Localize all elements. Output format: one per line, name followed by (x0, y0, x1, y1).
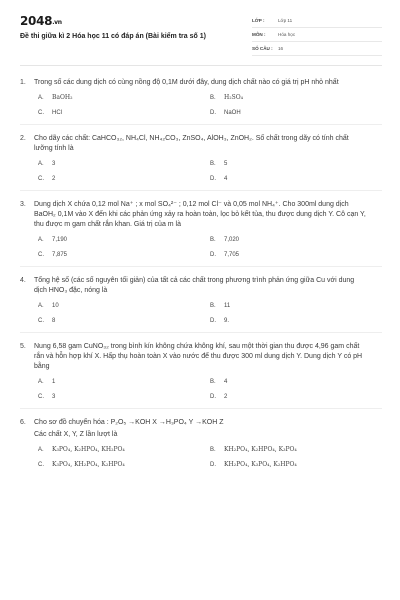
answer-options (20, 94, 382, 117)
question-text: Cho sơ đồ chuyển hóa : P₂O₅ →KOH X →H₃PO₄ Y →KOH Z (34, 419, 224, 426)
option-letter: A. (38, 447, 44, 453)
option-letter: A. (38, 95, 44, 101)
meta-key: SỐ CÂU : (252, 46, 273, 51)
option-letter: D. (210, 252, 216, 258)
option-b[interactable] (210, 302, 382, 310)
option-c[interactable] (38, 317, 210, 325)
logo-text: 2048 (20, 14, 53, 28)
meta-subject-row (252, 28, 382, 42)
exam-header (20, 0, 382, 66)
option-d[interactable] (210, 461, 382, 469)
option-a[interactable] (38, 302, 210, 310)
option-text: 11 (224, 303, 231, 309)
option-letter: D. (210, 394, 216, 400)
option-a[interactable] (38, 160, 210, 168)
option-text: 8 (52, 318, 56, 324)
option-letter: C. (38, 394, 44, 400)
option-text: BaOH₂ (52, 94, 73, 101)
option-text: KH₂PO₄, K₂HPO₄, K₃PO₄ (224, 446, 297, 453)
option-letter: D. (210, 462, 216, 468)
answer-options (20, 236, 382, 259)
option-d[interactable] (210, 317, 382, 325)
question-6 (20, 418, 382, 476)
option-letter: C. (38, 318, 44, 324)
option-text: 7,875 (52, 252, 68, 258)
option-letter: D. (210, 110, 216, 116)
question-4 (20, 276, 382, 333)
option-letter: B. (210, 447, 216, 453)
option-text: 3 (52, 161, 56, 167)
option-letter: D. (210, 176, 216, 182)
meta-value: Lớp 11 (278, 18, 293, 23)
meta-count-row (252, 42, 382, 56)
option-letter: A. (38, 303, 44, 309)
option-text: 5 (224, 161, 228, 167)
option-letter: C. (38, 462, 44, 468)
meta-value: 16 (278, 46, 284, 51)
option-c[interactable] (38, 109, 210, 117)
option-text: 2 (224, 394, 228, 400)
option-text: 7,020 (224, 237, 240, 243)
option-b[interactable] (210, 94, 382, 102)
option-b[interactable] (210, 160, 382, 168)
option-text: 1 (52, 379, 56, 385)
answer-options (20, 160, 382, 183)
option-text: 4 (224, 176, 228, 182)
option-letter: B. (210, 95, 216, 101)
option-letter: D. (210, 318, 216, 324)
question-number: 3. (20, 201, 26, 208)
option-c[interactable] (38, 461, 210, 469)
option-text: 7,190 (52, 237, 68, 243)
option-letter: C. (38, 252, 44, 258)
option-text: 3 (52, 394, 56, 400)
question-number: 4. (20, 277, 26, 284)
question-text: Cho dãy các chất: CaHCO₃₂, NH₄Cl, NH₄₂CO₃, ZnSO₄, AlOH₃, ZnOH₂. Số chất trong dãy có tính chất lưỡng tính là (34, 135, 349, 152)
option-c[interactable] (38, 251, 210, 259)
option-text: K₃PO₄, KH₂PO₄, K₂HPO₄ (52, 461, 125, 468)
option-letter: A. (38, 161, 44, 167)
exam-meta (252, 14, 382, 56)
answer-options (20, 446, 382, 469)
option-text: 4 (224, 379, 228, 385)
exam-title: Đề thi giữa kì 2 Hóa học 11 có đáp án (Bài kiểm tra số 1) (20, 33, 206, 40)
option-letter: C. (38, 176, 44, 182)
question-number: 6. (20, 419, 26, 426)
question-5 (20, 342, 382, 409)
option-letter: A. (38, 379, 44, 385)
question-number: 5. (20, 343, 26, 350)
meta-class-row (252, 14, 382, 28)
option-text: KH₂PO₄, K₃PO₄, K₂HPO₄ (224, 461, 297, 468)
option-a[interactable] (38, 94, 210, 102)
option-text: K₃PO₄, K₂HPO₄, KH₂PO₄ (52, 446, 125, 453)
option-c[interactable] (38, 175, 210, 183)
option-text: 10 (52, 303, 59, 309)
meta-key: LỚP : (252, 18, 265, 23)
option-d[interactable] (210, 109, 382, 117)
option-text: 2 (52, 176, 56, 182)
option-letter: B. (210, 161, 216, 167)
question-2 (20, 134, 382, 191)
option-a[interactable] (38, 446, 210, 454)
option-letter: B. (210, 237, 216, 243)
option-letter: C. (38, 110, 44, 116)
option-letter: B. (210, 303, 216, 309)
option-letter: B. (210, 379, 216, 385)
option-c[interactable] (38, 393, 210, 401)
question-number: 2. (20, 135, 26, 142)
question-text: Trong số các dung dịch có cùng nồng độ 0,1M dưới đây, dung dịch chất nào có giá trị pH nhỏ nhất (34, 79, 339, 86)
option-text: NaOH (224, 110, 241, 116)
option-d[interactable] (210, 175, 382, 183)
question-text: Dung dịch X chứa 0,12 mol Na⁺ ; x mol SO₄²⁻ ; 0,12 mol Cl⁻ và 0,05 mol NH₄⁺. Cho 300ml dung dịch BaOH₂ 0,1M vào X đến khi các phản ứng xảy ra hoàn toàn, lọc bỏ kết tủa, thu được dung dịch Y. Cô cạn Y, thu được m gam chất rắn khan. Giá trị của m là (34, 201, 366, 228)
option-text: 9. (224, 318, 230, 324)
meta-value: Hóa học (278, 32, 296, 37)
option-b[interactable] (210, 236, 382, 244)
answer-options (20, 302, 382, 325)
option-letter: A. (38, 237, 44, 243)
option-b[interactable] (210, 378, 382, 386)
question-1 (20, 78, 382, 125)
question-subtext: Các chất X, Y, Z lần lượt là (34, 431, 118, 438)
question-text: Tổng hệ số (các số nguyên tối giản) của tất cả các chất trong phương trình phản ứng giữa Cu với dung dịch HNO₃ đặc, nóng là (34, 277, 355, 294)
logo-suffix: .vn (52, 19, 62, 26)
question-list (20, 66, 382, 476)
option-b[interactable] (210, 446, 382, 454)
option-text: 7,705 (224, 252, 240, 258)
option-a[interactable] (38, 236, 210, 244)
option-d[interactable] (210, 393, 382, 401)
option-a[interactable] (38, 378, 210, 386)
question-3 (20, 200, 382, 267)
question-text: Nung 6,58 gam CuNO₃₂ trong bình kín không chứa không khí, sau một thời gian thu được 4,96 gam chất rắn và hỗn hợp khí X. Hấp thụ hoàn toàn X vào nước để thu được 300 ml dung dịch Y. Dung dịch Y có pH bằng (34, 343, 363, 370)
question-number: 1. (20, 79, 26, 86)
answer-options (20, 378, 382, 401)
option-d[interactable] (210, 251, 382, 259)
option-text: H₂SO₄ (224, 94, 244, 101)
option-text: HCl (52, 110, 62, 116)
meta-key: MÔN : (252, 32, 266, 37)
site-logo[interactable] (20, 14, 62, 28)
